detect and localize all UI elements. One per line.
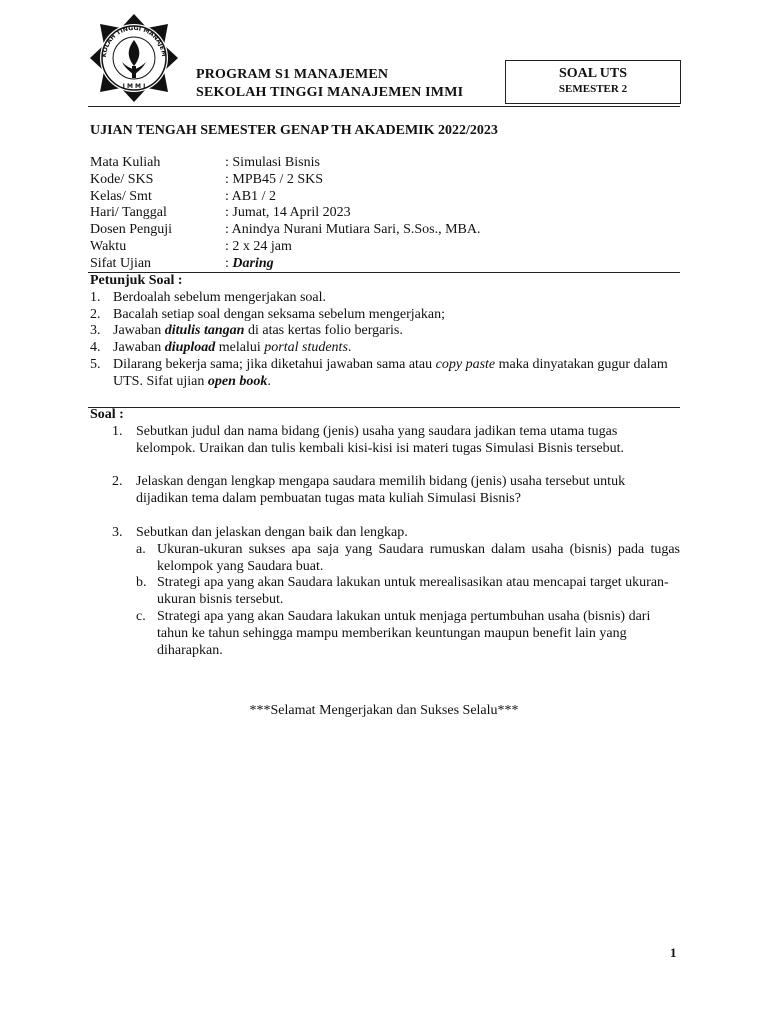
exam-info-table <box>90 155 481 273</box>
info-label: Kode/ SKS <box>90 171 154 187</box>
institution-logo <box>88 12 180 104</box>
instruction-text: Jawaban diupload melalui portal students. <box>113 340 352 356</box>
exam-title: UJIAN TENGAH SEMESTER GENAP TH AKADEMIK 2022/2023 <box>90 123 498 138</box>
sub-question-item <box>136 609 680 659</box>
info-value: : Simulasi Bisnis <box>225 155 320 170</box>
instruction-item <box>90 290 680 307</box>
info-row <box>90 205 481 222</box>
instructions-section <box>90 273 680 391</box>
instruction-number: 1. <box>90 289 101 305</box>
instruction-text: Berdoalah sebelum mengerjakan soal. <box>113 289 327 305</box>
svg-text:SEKOLAH TINGGI MANAJEMEN: KOLAH TINGGI MANAJEM <box>100 24 168 58</box>
sub-question-letter: b. <box>136 575 147 591</box>
info-colon: : <box>225 255 233 271</box>
instruction-text: Jawaban ditulis tangan di atas kertas folio bergaris. <box>113 323 403 339</box>
sub-question-item <box>136 542 680 576</box>
info-row <box>90 172 481 189</box>
instruction-text: Dilarang bekerja sama; jika diketahui jawaban sama atau copy paste maka dinyatakan gugur dalam UTS. Sifat ujian open book. <box>113 356 668 389</box>
info-value: : 2 x 24 jam <box>225 238 292 254</box>
exam-semester: SEMESTER 2 <box>558 83 628 95</box>
question-text: Sebutkan judul dan nama bidang (jenis) usaha yang saudara jadikan tema utama tugas kelompok. Uraikan dan tulis kembali kisi-kisi isi materi tugas Simulasi Bisnis tersebut. <box>136 423 625 456</box>
info-label: Hari/ Tanggal <box>90 205 167 221</box>
sub-question-letter: c. <box>136 608 146 624</box>
info-row <box>90 155 481 172</box>
school-name: SEKOLAH TINGGI MANAJEMEN IMMI <box>196 85 464 100</box>
info-value: : Jumat, 14 April 2023 <box>225 205 351 221</box>
closing-message: ***Selamat Mengerjakan dan Sukses Selalu*** <box>249 703 519 718</box>
sub-question-text: Ukuran-ukuran sukses apa saja yang Saudara rumuskan dalam usaha (bisnis) pada tugas kelompok yang Saudara buat. <box>157 541 680 574</box>
info-value: : MPB45 / 2 SKS <box>225 171 324 187</box>
info-label: Waktu <box>90 238 127 254</box>
institution-heading <box>196 66 463 102</box>
question-number: 1. <box>112 423 123 439</box>
info-label: Sifat Ujian <box>90 255 152 271</box>
info-value: : Anindya Nurani Mutiara Sari, S.Sos., MBA. <box>225 222 481 238</box>
info-row <box>90 256 481 273</box>
instruction-number: 4. <box>90 340 101 356</box>
questions-heading: Soal : <box>90 407 124 422</box>
exam-type-title: SOAL UTS <box>558 66 628 81</box>
question-number: 3. <box>112 524 123 540</box>
sub-question-item <box>136 575 680 609</box>
exam-type-box <box>505 60 681 104</box>
info-label: Mata Kuliah <box>90 155 161 170</box>
question-item <box>112 525 680 542</box>
question-item <box>112 424 680 458</box>
logo-seal-icon <box>88 12 180 104</box>
page-number: 1 <box>670 945 677 960</box>
instruction-text: Bacalah setiap soal dengan seksama sebelum mengerjakan; <box>113 306 445 322</box>
info-row <box>90 189 481 206</box>
question-item <box>112 474 680 508</box>
info-row <box>90 222 481 239</box>
header-divider <box>88 106 680 107</box>
instruction-item <box>90 323 680 340</box>
info-value-wrap <box>225 256 274 273</box>
instructions-heading: Petunjuk Soal : <box>90 273 183 288</box>
info-label: Dosen Penguji <box>90 222 173 238</box>
info-value: : AB1 / 2 <box>225 188 276 204</box>
sub-question-text: Strategi apa yang akan Saudara lakukan untuk merealisasikan atau mencapai target ukuran-ukuran bisnis tersebut. <box>157 575 669 608</box>
sub-question-text: Strategi apa yang akan Saudara lakukan untuk menjaga pertumbuhan usaha (bisnis) dari tahun ke tahun sehingga mampu memberikan keuntungan maupun benefit lain yang diharapkan. <box>157 608 651 658</box>
instruction-number: 3. <box>90 323 101 339</box>
exam-mode: Daring <box>232 255 274 271</box>
instruction-item <box>90 340 680 357</box>
instruction-number: 5. <box>90 356 101 372</box>
question-text: Jelaskan dengan lengkap mengapa saudara memilih bidang (jenis) usaha tersebut untuk dijadikan tema dalam pembuatan tugas mata kuliah Simulasi Bisnis? <box>136 474 626 507</box>
instruction-item <box>90 357 680 391</box>
info-label: Kelas/ Smt <box>90 188 152 204</box>
info-row <box>90 239 481 256</box>
svg-text:I M M I: I M M I <box>122 83 146 90</box>
question-text: Sebutkan dan jelaskan dengan baik dan lengkap. <box>136 524 408 540</box>
instruction-number: 2. <box>90 306 101 322</box>
program-name: PROGRAM S1 MANAJEMEN <box>196 67 389 82</box>
questions-section <box>90 407 680 659</box>
question-number: 2. <box>112 474 123 490</box>
sub-question-letter: a. <box>136 541 146 557</box>
instruction-item <box>90 307 680 324</box>
